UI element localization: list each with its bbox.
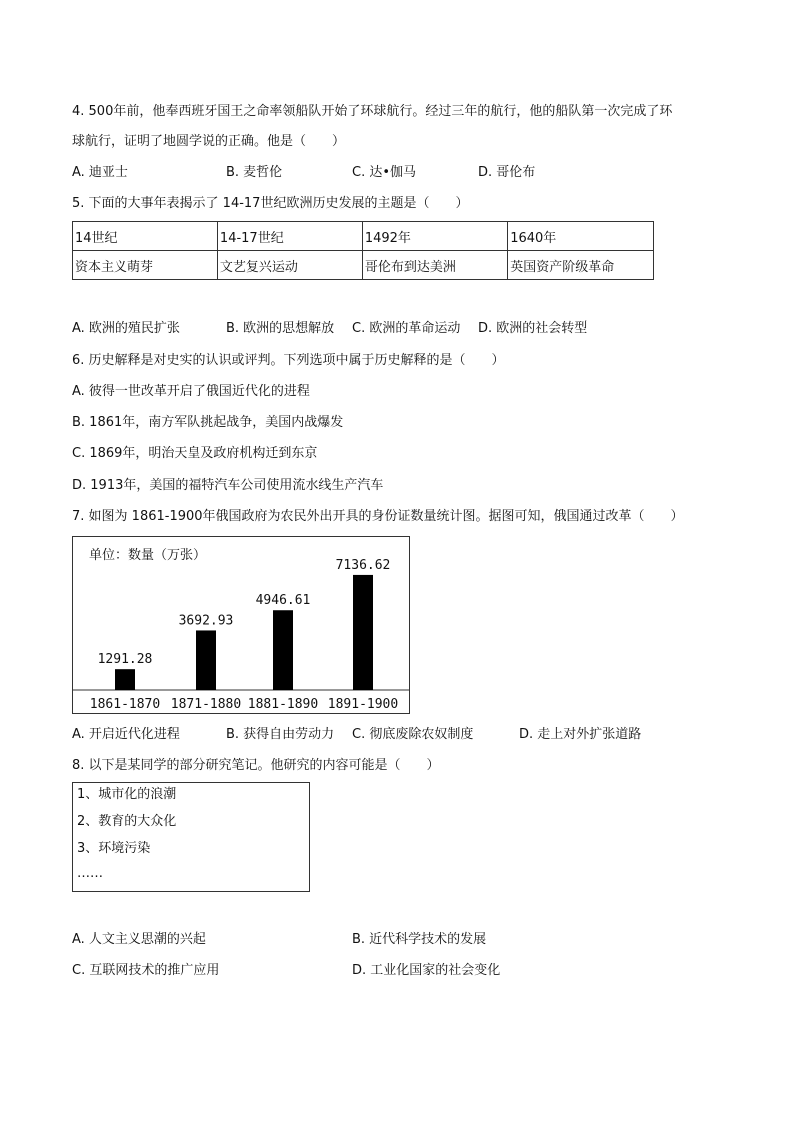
note-item: 3、环境污染 — [77, 841, 151, 856]
q6-option-b: B. 1861年，南方军队挑起战争，美国内战爆发 — [72, 415, 344, 430]
q4-stem-line1: 4. 500年前，他奉西班牙国王之命率领船队开始了环球航行。经过三年的航行，他的船队第一次完成了环 — [72, 104, 673, 119]
bar-chart-svg — [73, 537, 409, 713]
q7-option-b: B. 获得自由劳动力 — [226, 727, 335, 742]
q8-option-c: C. 互联网技术的推广应用 — [72, 963, 220, 978]
q8-option-b: B. 近代科学技术的发展 — [352, 932, 487, 947]
chart-data-label: 1291.28 — [97, 652, 153, 668]
q6-stem: 6. 历史解释是对史实的认识或评判。下列选项中属于历史解释的是（ ） — [72, 353, 505, 368]
q5-option-d: D. 欧洲的社会转型 — [478, 321, 588, 336]
q6-option-c: C. 1869年，明治天皇及政府机构迁到东京 — [72, 446, 318, 461]
q5-timeline-table — [72, 221, 654, 280]
q5-option-b: B. 欧洲的思想解放 — [226, 321, 335, 336]
note-item: 1、城市化的浪潮 — [77, 787, 177, 802]
table-cell: 1492年 — [362, 222, 507, 251]
chart-data-label: 7136.62 — [335, 557, 391, 573]
q5-option-a: A. 欧洲的殖民扩张 — [72, 321, 180, 336]
chart-data-label: 3692.93 — [178, 613, 234, 629]
q8-option-d: D. 工业化国家的社会变化 — [352, 963, 501, 978]
chart-bar — [196, 630, 216, 690]
q8-option-a: A. 人文主义思潮的兴起 — [72, 932, 206, 947]
q4-option-c: C. 达•伽马 — [352, 165, 417, 180]
table-cell: 英国资产阶级革命 — [508, 251, 654, 280]
table-cell: 资本主义萌芽 — [73, 251, 218, 280]
q8-notes-box — [72, 782, 310, 892]
table-cell: 1640年 — [508, 222, 654, 251]
table-row — [73, 222, 654, 251]
table-cell: 哥伦布到达美洲 — [362, 251, 507, 280]
q7-bar-chart — [72, 536, 410, 714]
q4-stem-line2: 球航行，证明了地圆学说的正确。他是（ ） — [72, 134, 346, 149]
q7-option-c: C. 彻底废除农奴制度 — [352, 727, 474, 742]
q5-stem: 5. 下面的大事年表揭示了 14-17世纪欧洲历史发展的主题是（ ） — [72, 196, 469, 211]
q4-option-a: A. 迪亚士 — [72, 165, 128, 180]
q7-option-d: D. 走上对外扩张道路 — [519, 727, 642, 742]
table-cell: 14-17世纪 — [217, 222, 362, 251]
q4-option-d: D. 哥伦布 — [478, 165, 536, 180]
chart-title: 单位：数量（万张） — [89, 548, 207, 563]
chart-marks — [90, 558, 398, 712]
q7-stem: 7. 如图为 1861-1900年俄国政府为农民外出开具的身份证数量统计图。据图可知，俄国通过改革（ ） — [72, 509, 684, 524]
table-row — [73, 251, 654, 280]
chart-bar — [273, 610, 293, 690]
q5-option-c: C. 欧洲的革命运动 — [352, 321, 461, 336]
table-cell: 14世纪 — [73, 222, 218, 251]
q4-option-b: B. 麦哲伦 — [226, 165, 283, 180]
q8-stem: 8. 以下是某同学的部分研究笔记。他研究的内容可能是（ ） — [72, 758, 440, 773]
chart-tick-label: 1871-1880 — [170, 697, 242, 712]
table-cell: 文艺复兴运动 — [217, 251, 362, 280]
chart-tick-label: 1891-1900 — [327, 697, 399, 712]
note-item: 2、教育的大众化 — [77, 814, 177, 829]
q6-option-a: A. 彼得一世改革开启了俄国近代化的进程 — [72, 384, 310, 399]
note-item: …… — [77, 866, 103, 881]
chart-tick-label: 1881-1890 — [247, 697, 319, 712]
q7-option-a: A. 开启近代化进程 — [72, 727, 180, 742]
chart-bar — [353, 575, 373, 690]
q6-option-d: D. 1913年，美国的福特汽车公司使用流水线生产汽车 — [72, 478, 384, 493]
chart-data-label: 4946.61 — [255, 593, 311, 609]
chart-bar — [115, 669, 135, 690]
chart-tick-label: 1861-1870 — [89, 697, 161, 712]
